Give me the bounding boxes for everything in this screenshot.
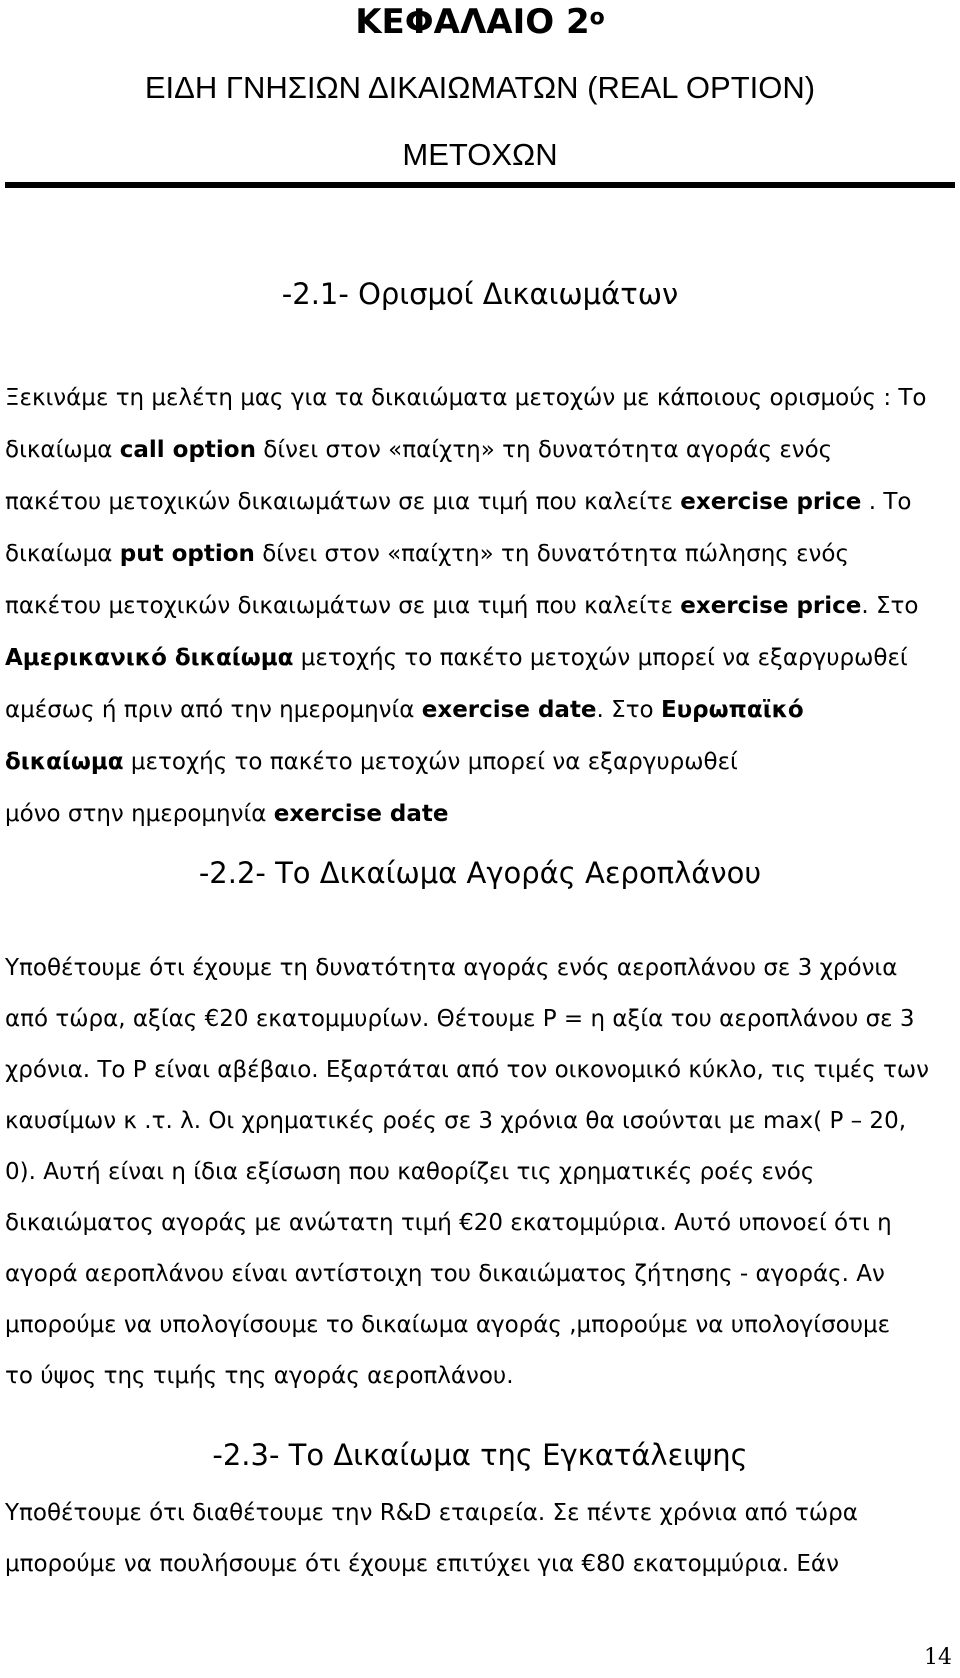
paragraph-line: δικαίωμα put option δίνει στον «παίχτη» τη δυνατότητα πώλησης ενός bbox=[5, 541, 849, 567]
term-exercise-date: exercise date bbox=[421, 697, 597, 723]
chapter-title-text: ΚΕΦΑΛΑΙΟ 2 bbox=[355, 2, 590, 42]
paragraph-line: 0). Αυτή είναι η ίδια εξίσωση που καθορίζει τις χρηματικές ροές ενός bbox=[5, 1159, 815, 1185]
paragraph-line: μπορούμε να υπολογίσουμε το δικαίωμα αγοράς ,μπορούμε να υπολογίσουμε bbox=[5, 1312, 891, 1338]
paragraph-line: δικαίωμα μετοχής το πακέτο μετοχών μπορεί να εξαργυρωθεί bbox=[5, 749, 738, 775]
term-option: δικαίωμα bbox=[5, 749, 124, 775]
term-exercise-price: exercise price bbox=[680, 593, 862, 619]
section-2-1-paragraph bbox=[5, 372, 950, 840]
paragraph-line: μπορούμε να πουλήσουμε ότι έχουμε επιτύχει για €80 εκατομμύρια. Εάν bbox=[5, 1551, 839, 1577]
paragraph-line: Ξεκινάμε τη μελέτη μας για τα δικαιώματα μετοχών με κάποιους ορισμούς : Το bbox=[5, 385, 927, 411]
paragraph-line: το ύψος της τιμής της αγοράς αεροπλάνου. bbox=[5, 1363, 514, 1389]
paragraph-line: αγορά αεροπλάνου είναι αντίστοιχη του δικαιώματος ζήτησης - αγοράς. Αν bbox=[5, 1261, 885, 1287]
horizontal-rule bbox=[5, 182, 955, 188]
paragraph-line: Αμερικανικό δικαίωμα μετοχής το πακέτο μετοχών μπορεί να εξαργυρωθεί bbox=[5, 645, 908, 671]
section-2-2-paragraph bbox=[5, 943, 950, 1402]
paragraph-line: δικαίωμα call option δίνει στον «παίχτη» τη δυνατότητα αγοράς ενός bbox=[5, 437, 833, 463]
chapter-title bbox=[0, 2, 960, 42]
term-european: Ευρωπαϊκό bbox=[660, 697, 804, 723]
chapter-title-superscript: ο bbox=[589, 5, 605, 30]
page-number: 14 bbox=[924, 1645, 952, 1670]
paragraph-line: καυσίμων κ .τ. λ. Οι χρηματικές ροές σε 3 χρόνια θα ισούνται με max( P – 20, bbox=[5, 1108, 907, 1134]
term-put-option: put option bbox=[119, 541, 255, 567]
paragraph-line: πακέτου μετοχικών δικαιωμάτων σε μια τιμή που καλείτε exercise price. Στο bbox=[5, 593, 919, 619]
paragraph-line: Υποθέτουμε ότι διαθέτουμε την R&D εταιρεία. Σε πέντε χρόνια από τώρα bbox=[5, 1500, 858, 1526]
term-call-option: call option bbox=[119, 437, 256, 463]
paragraph-line: δικαιώματος αγοράς με ανώτατη τιμή €20 εκατομμύρια. Αυτό υπονοεί ότι η bbox=[5, 1210, 892, 1236]
paragraph-line: πακέτου μετοχικών δικαιωμάτων σε μια τιμή που καλείτε exercise price . Το bbox=[5, 489, 912, 515]
term-exercise-date: exercise date bbox=[273, 801, 449, 827]
section-heading-2-1: -2.1- Ορισμοί Δικαιωμάτων bbox=[281, 277, 679, 311]
paragraph-line: χρόνια. Το P είναι αβέβαιο. Εξαρτάται από τον οικονομικό κύκλο, τις τιμές των bbox=[5, 1057, 929, 1083]
section-2-3-paragraph bbox=[5, 1488, 950, 1590]
paragraph-line: μόνο στην ημερομηνία exercise date bbox=[5, 801, 449, 827]
section-heading-2-3: -2.3- Το Δικαίωμα της Εγκατάλειψης bbox=[212, 1438, 748, 1472]
section-heading-2-2: -2.2- Το Δικαίωμα Αγοράς Αεροπλάνου bbox=[198, 856, 762, 890]
term-american-option: Αμερικανικό δικαίωμα bbox=[5, 645, 294, 671]
chapter-subtitle-line-1: ΕΙΔΗ ΓΝΗΣΙΩΝ ΔΙΚΑΙΩΜΑΤΩΝ (REAL OPTION) bbox=[144, 70, 816, 105]
term-exercise-price: exercise price bbox=[680, 489, 862, 515]
paragraph-line: Υποθέτουμε ότι έχουμε τη δυνατότητα αγοράς ενός αεροπλάνου σε 3 χρόνια bbox=[5, 955, 898, 981]
paragraph-line: από τώρα, αξίας €20 εκατομμυρίων. Θέτουμε P = η αξία του αεροπλάνου σε 3 bbox=[5, 1006, 915, 1032]
paragraph-line: αμέσως ή πριν από την ημερομηνία exercise date. Στο Ευρωπαϊκό bbox=[5, 697, 804, 723]
chapter-subtitle-line-2: ΜΕΤΟΧΩΝ bbox=[402, 137, 558, 172]
